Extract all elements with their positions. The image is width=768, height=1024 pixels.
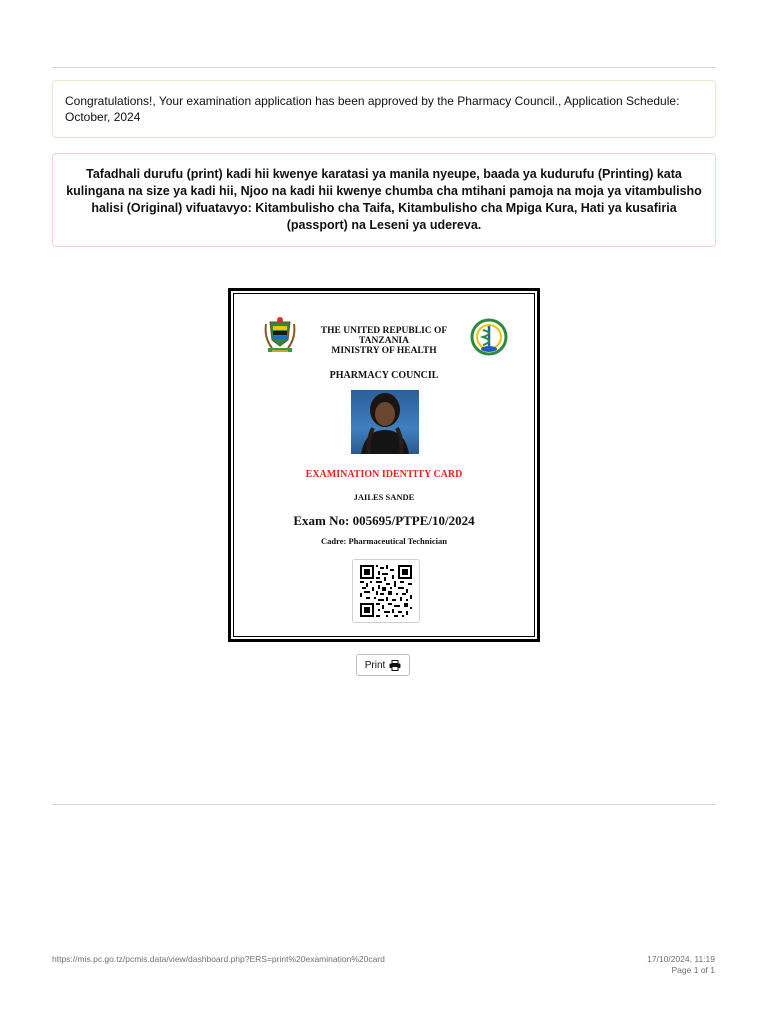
council-name: PHARMACY COUNCIL [329,370,439,381]
top-divider [52,67,716,68]
pharmacy-council-logo-icon [470,318,508,356]
page-counter: Page 1 of 1 [671,965,715,975]
print-button[interactable] [356,654,410,676]
coat-of-arms-icon [264,314,296,354]
print-instructions-alert [52,153,716,247]
exam-number: Exam No: 005695/PTPE/10/2024 [293,513,475,528]
approval-alert [52,80,716,138]
print-meta [647,954,715,976]
card-header [314,326,454,356]
bottom-divider [52,804,716,805]
print-datetime: 17/10/2024, 11:19 [647,954,715,964]
exam-identity-card [228,288,540,642]
republic-line-1: THE UNITED REPUBLIC OF [320,326,448,336]
page-url: https://mis.pc.go.tz/pcmis.data/view/dashboard.php?ERS=print%20examination%20card [52,954,385,964]
candidate-name: JAILES SANDE [353,492,415,502]
qr-code-frame [352,559,420,623]
print-button-label: Print [364,659,386,671]
qr-code-icon [360,565,412,617]
printer-icon [389,660,401,671]
card-title: EXAMINATION IDENTITY CARD [305,469,463,480]
candidate-portrait-icon [351,390,419,454]
print-instructions-text: Tafadhali durufu (print) kadi hii kwenye karatasi ya manila nyeupe, baada ya kudurufu (Printing) kata kulingana na size ya kadi hii, Njoo na kadi hii kwenye chumba cha mtihani pamoja na moja ya vitambulisho halisi (Original) vifuatavyo: Kitambulisho cha Taifa, Kitambulisho cha Mpiga Kura, Hati ya kusafiria (passport) na Leseni ya udereva. [66,167,702,232]
exam-identity-card-inner [233,293,535,637]
approval-message: Congratulations!, Your examination application has been approved by the Pharmacy Council., Application Schedule: October, 2024 [65,94,680,124]
republic-line-2: TANZANIA [359,336,409,346]
candidate-photo [351,390,419,454]
candidate-cadre: Cadre: Pharmaceutical Technician [321,536,447,546]
ministry-line: MINISTRY OF HEALTH [331,346,437,356]
